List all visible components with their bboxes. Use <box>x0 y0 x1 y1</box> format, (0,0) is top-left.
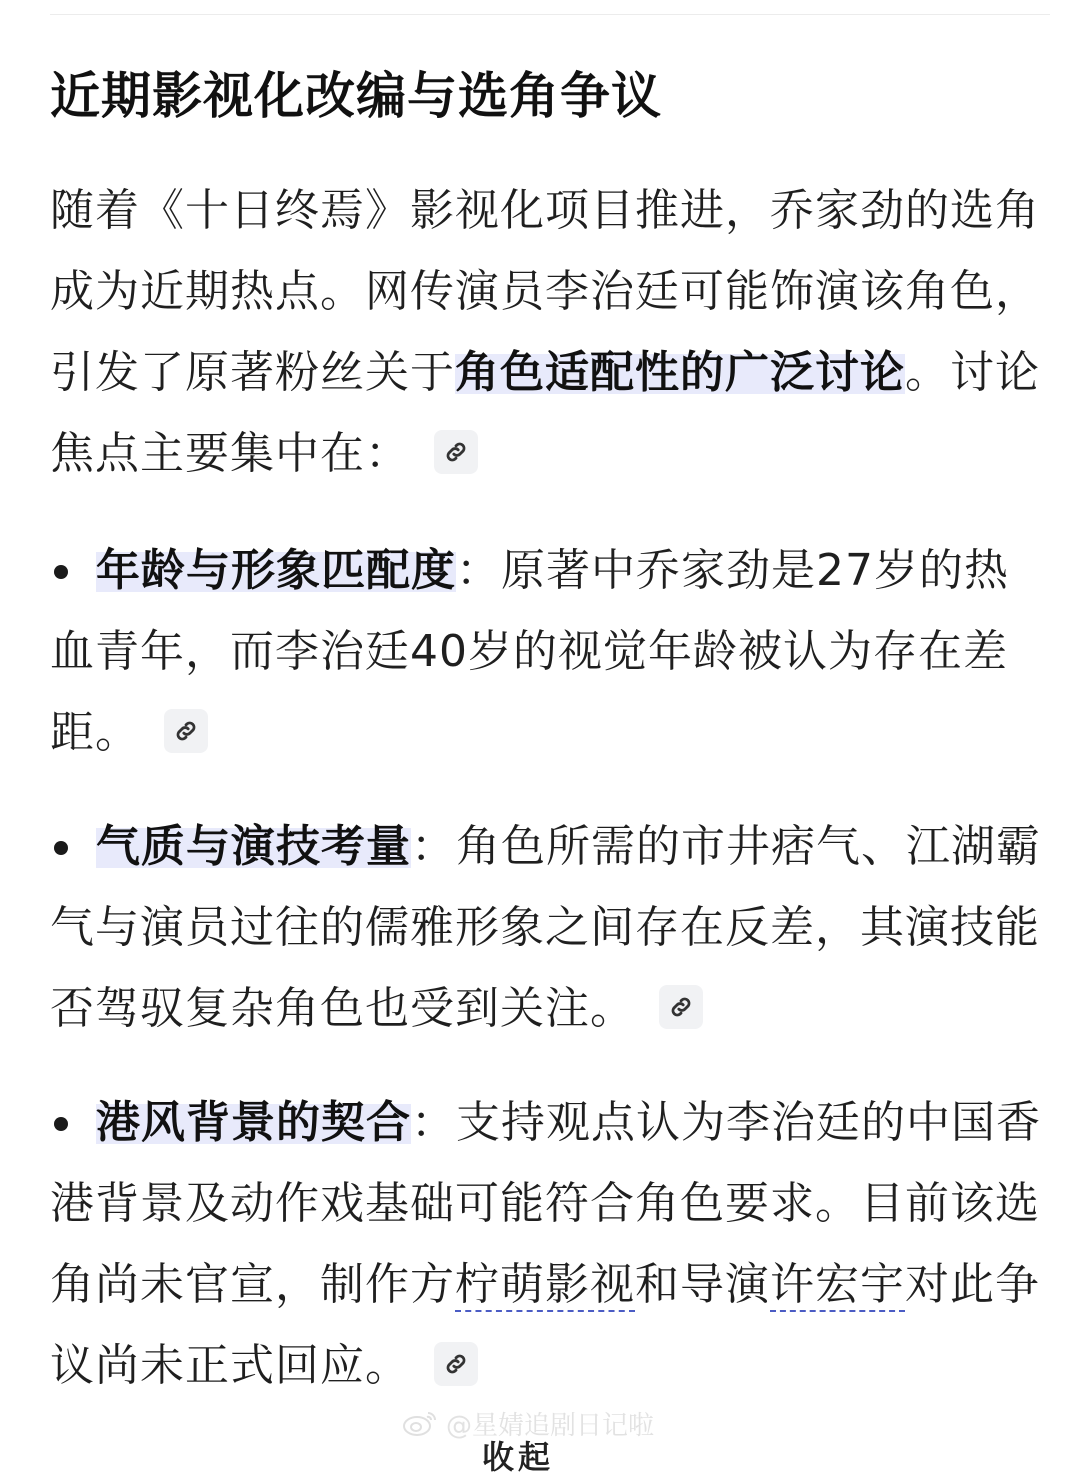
source-link-button[interactable] <box>659 985 703 1029</box>
link-icon <box>443 439 469 465</box>
bullet-paragraph <box>50 1082 1045 1406</box>
bullet-text: ：支持观点认为李治廷的中国香港背景及动作戏基础可能符合角色要求。目前该选角尚未官宣，制作方 <box>50 1097 1041 1310</box>
link-icon <box>668 994 694 1020</box>
top-divider <box>50 14 1050 15</box>
link-icon <box>443 1351 469 1377</box>
bullet-title[interactable]: 年龄与形象匹配度 <box>96 545 456 596</box>
list-item <box>50 1082 1050 1406</box>
watermark-text: @星婧追剧日记啦 <box>446 1410 655 1441</box>
bullet-text: ：角色所需的市井痞气、江湖霸气与演员过往的儒雅形象之间存在反差，其演技能否驾驭复杂角色也受到关注。 <box>50 821 1041 1034</box>
weibo-icon <box>402 1409 438 1437</box>
bullet-title[interactable]: 港风背景的契合 <box>96 1097 411 1148</box>
link-icon <box>173 718 199 744</box>
intro-text-end: 。讨论焦点主要集中在： <box>50 347 1040 479</box>
bullet-paragraph <box>50 530 1045 773</box>
bullet-text-mid: 和导演 <box>635 1259 770 1310</box>
director-link[interactable]: 许宏宇 <box>770 1259 905 1310</box>
source-link-button[interactable] <box>164 709 208 753</box>
intro-text: 随着《十日终焉》影视化项目推进，乔家劲的选角成为近期热点。网传演员李治廷可能饰演该角色，引发了原著粉丝关于 <box>50 185 1040 398</box>
collapse-button[interactable]: 收起 <box>482 1438 555 1476</box>
list-item <box>50 806 1050 1049</box>
list-item <box>50 530 1050 773</box>
company-link[interactable]: 柠萌影视 <box>455 1259 635 1310</box>
bullet-title[interactable]: 气质与演技考量 <box>96 821 411 872</box>
source-link-button[interactable] <box>434 1342 478 1386</box>
bullet-text-end: 对此争议尚未正式回应。 <box>50 1259 1040 1391</box>
section-heading: 近期影视化改编与选角争议 <box>50 67 662 125</box>
intro-highlight[interactable]: 角色适配性的广泛讨论 <box>455 347 905 398</box>
bullet-paragraph <box>50 806 1045 1049</box>
intro-paragraph <box>50 170 1045 494</box>
bullet-text: ：原著中乔家劲是27岁的热血青年，而李治廷40岁的视觉年龄被认为存在差距。 <box>50 545 1009 758</box>
source-link-button[interactable] <box>434 430 478 474</box>
